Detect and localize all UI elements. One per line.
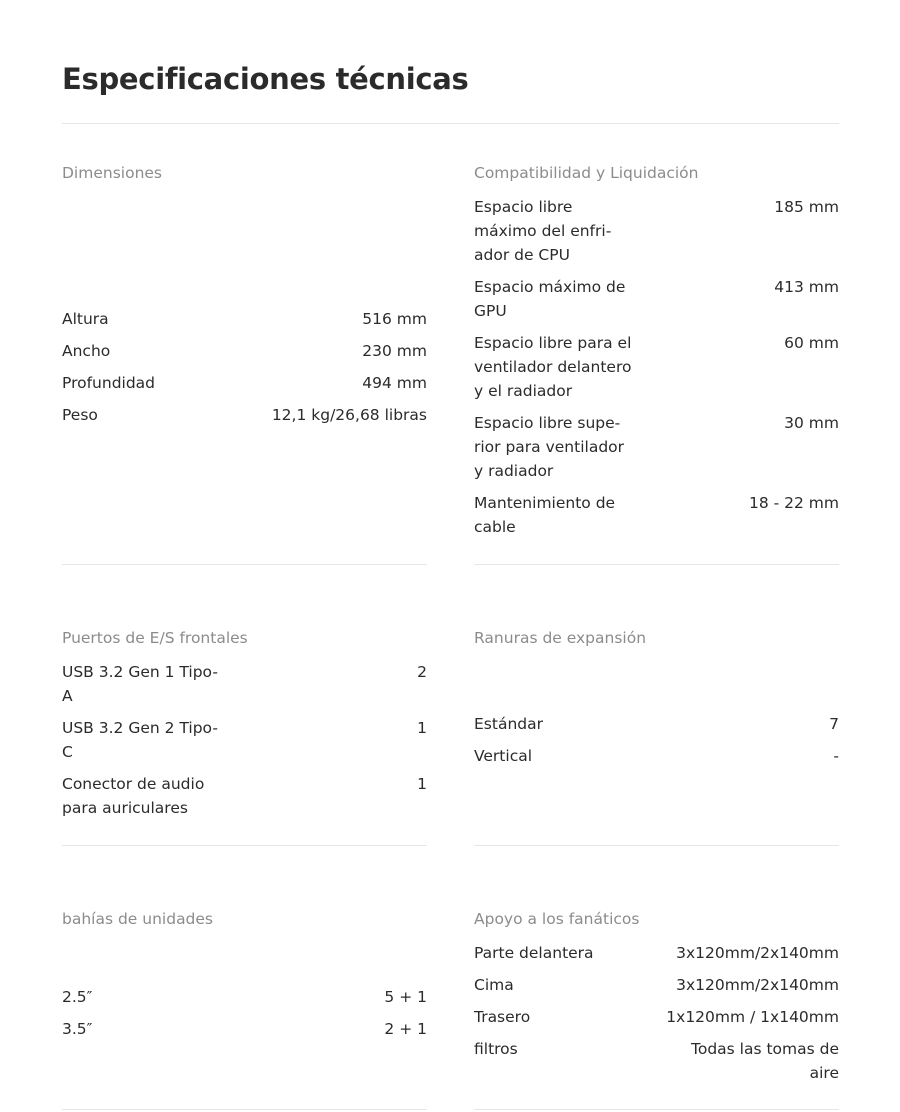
spec-label: Espacio máximo de GPU <box>474 278 626 320</box>
section-divider <box>62 845 427 846</box>
title-divider <box>62 123 839 124</box>
section-expansion-slots <box>474 629 839 849</box>
section-heading: Compatibilidad y Liquidación <box>474 164 699 182</box>
section-drive-bays <box>62 910 427 1112</box>
section-front-io-ports <box>62 629 427 849</box>
section-heading: Dimensiones <box>62 164 163 182</box>
spec-label: Estándar <box>474 715 543 733</box>
spec-value: 516 mm <box>362 310 427 328</box>
spec-value: 18 - 22 mm <box>748 494 839 512</box>
spec-value: 60 mm <box>784 334 839 352</box>
spec-label: Espacio libre máximo del enfri- ador de CPU <box>474 198 612 264</box>
section-heading: bahías de unidades <box>62 910 214 928</box>
spec-value: 12,1 kg/26,68 libras <box>271 406 427 424</box>
spec-label: Cima <box>474 976 514 994</box>
spec-label: Ancho <box>62 342 111 360</box>
spec-value: Todas las tomas de aire <box>691 1040 839 1082</box>
section-heading: Apoyo a los fanáticos <box>474 910 640 928</box>
section-heading: Puertos de E/S frontales <box>62 629 248 647</box>
spec-value: 2 <box>417 663 427 681</box>
spec-value: 413 mm <box>774 278 839 296</box>
spec-label: Mantenimiento de cable <box>474 494 616 536</box>
spec-label: Peso <box>62 406 98 424</box>
spec-value: 3x120mm/2x140mm <box>676 976 839 994</box>
spec-label: Trasero <box>474 1008 531 1026</box>
spec-value: 1x120mm / 1x140mm <box>666 1008 839 1026</box>
spec-label: Vertical <box>474 747 533 765</box>
section-divider <box>474 1109 839 1110</box>
spec-value: 185 mm <box>774 198 839 216</box>
spec-label: USB 3.2 Gen 2 Tipo- C <box>62 719 218 761</box>
spec-value: 1 <box>417 775 427 793</box>
section-compatibility <box>474 164 839 566</box>
spec-value: 1 <box>417 719 427 737</box>
spec-label: Espacio libre supe- rior para ventilador y radiador <box>474 414 625 480</box>
spec-label: Parte delantera <box>474 944 594 962</box>
spec-label: Profundidad <box>62 374 156 392</box>
spec-value: - <box>833 747 839 765</box>
spec-label: 3.5″ <box>62 1020 93 1038</box>
spec-label: USB 3.2 Gen 1 Tipo- A <box>62 663 218 705</box>
section-divider <box>62 564 427 565</box>
spec-label: filtros <box>474 1040 518 1058</box>
spec-label: 2.5″ <box>62 988 93 1006</box>
section-divider <box>474 845 839 846</box>
section-dimensions <box>62 164 427 566</box>
spec-value: 3x120mm/2x140mm <box>676 944 839 962</box>
spec-value: 2 + 1 <box>384 1020 427 1038</box>
spec-label: Conector de audio para auriculares <box>62 775 205 817</box>
spec-value: 494 mm <box>362 374 427 392</box>
spec-value: 230 mm <box>362 342 427 360</box>
spec-value: 5 + 1 <box>384 988 427 1006</box>
spec-label: Altura <box>62 310 109 328</box>
section-fan-support <box>474 910 839 1112</box>
spec-value: 30 mm <box>784 414 839 432</box>
spec-label: Espacio libre para el ventilador delantero y el radiador <box>474 334 632 400</box>
section-divider <box>62 1109 427 1110</box>
spec-value: 7 <box>829 715 839 733</box>
page-title: Especificaciones técnicas <box>62 62 469 96</box>
section-heading: Ranuras de expansión <box>474 629 647 647</box>
section-divider <box>474 564 839 565</box>
